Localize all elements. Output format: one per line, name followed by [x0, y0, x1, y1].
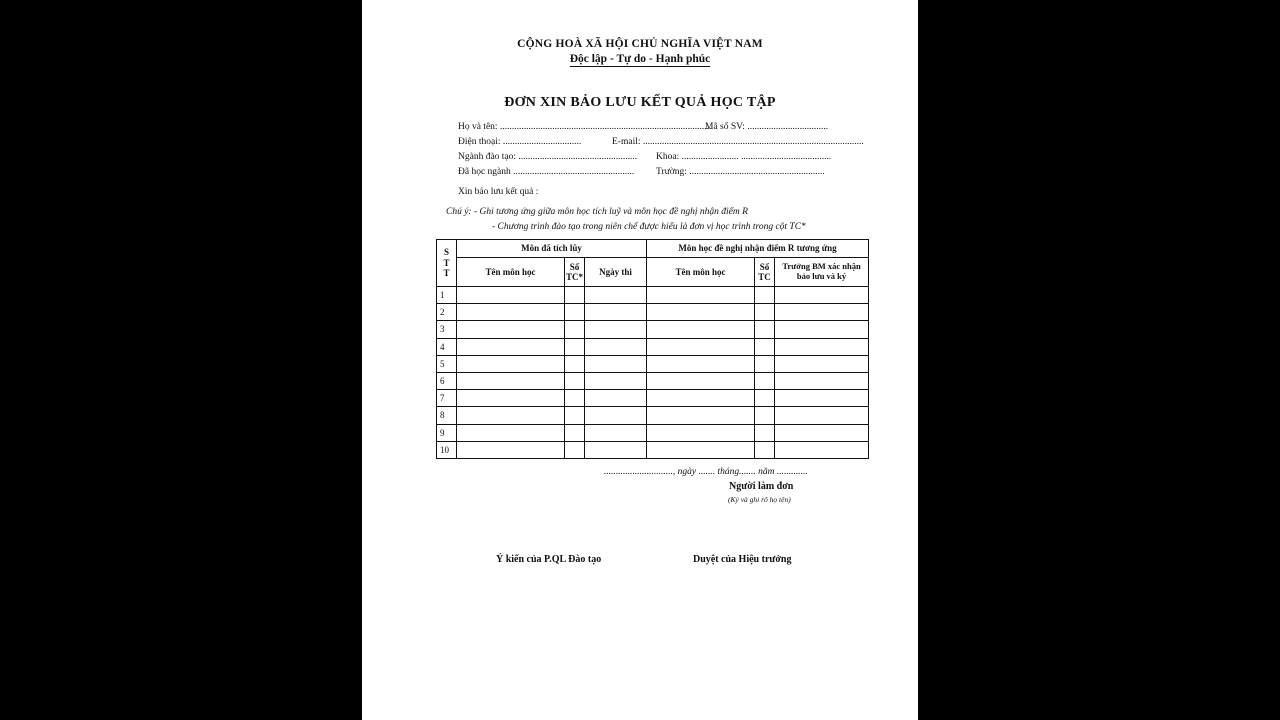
- note-line-1: Chú ý: - Ghi tương ứng giữa môn học tích luỹ và môn học đề nghị nhận điểm R: [446, 207, 748, 217]
- cell[interactable]: [585, 304, 647, 321]
- table-row: [437, 304, 869, 321]
- cell[interactable]: [647, 372, 755, 389]
- cell[interactable]: [457, 407, 565, 424]
- cell[interactable]: [755, 424, 775, 441]
- applicant-sub: (Ký và ghi rõ họ tên): [728, 495, 791, 504]
- row-number: 9: [437, 424, 457, 441]
- cell[interactable]: [565, 372, 585, 389]
- cell[interactable]: [647, 390, 755, 407]
- results-table: [436, 239, 869, 459]
- row-number: 10: [437, 441, 457, 458]
- row-number: 3: [437, 321, 457, 338]
- cell[interactable]: [775, 355, 869, 372]
- table-row: [437, 338, 869, 355]
- cell[interactable]: [755, 407, 775, 424]
- cell[interactable]: [775, 321, 869, 338]
- row-number: 8: [437, 407, 457, 424]
- faculty-field: Khoa: ........................ ......................................: [656, 152, 832, 162]
- cell[interactable]: [647, 304, 755, 321]
- cell[interactable]: [457, 424, 565, 441]
- table-row: [437, 441, 869, 458]
- row-number: 1: [437, 287, 457, 304]
- cell[interactable]: [457, 355, 565, 372]
- form-title: ĐƠN XIN BẢO LƯU KẾT QUẢ HỌC TẬP: [504, 95, 776, 110]
- cell[interactable]: [585, 372, 647, 389]
- phone-field: Điện thoại: .................................: [458, 137, 582, 147]
- cell[interactable]: [775, 390, 869, 407]
- table-row: [437, 424, 869, 441]
- cell[interactable]: [647, 355, 755, 372]
- table-row: [437, 355, 869, 372]
- cell[interactable]: [755, 355, 775, 372]
- student-id-field: Mã số SV: ..................................: [705, 122, 829, 132]
- cell[interactable]: [755, 304, 775, 321]
- document-page: [362, 0, 918, 720]
- cell[interactable]: [585, 424, 647, 441]
- cell[interactable]: [755, 441, 775, 458]
- cell[interactable]: [647, 407, 755, 424]
- cell[interactable]: [647, 441, 755, 458]
- cell[interactable]: [647, 321, 755, 338]
- cell[interactable]: [457, 304, 565, 321]
- name-field: Họ và tên: .........................................................................................: [458, 122, 712, 132]
- note-line-2: - Chương trình đào tạo trong niên chế được hiểu là đơn vị học trình trong cột TC*: [492, 222, 806, 232]
- cell[interactable]: [457, 338, 565, 355]
- cell[interactable]: [565, 390, 585, 407]
- studied-major-field: Đã học ngành ...................................................: [458, 167, 635, 177]
- cell[interactable]: [565, 355, 585, 372]
- cell[interactable]: [457, 390, 565, 407]
- table-row: [437, 390, 869, 407]
- cell[interactable]: [585, 390, 647, 407]
- cell[interactable]: [565, 441, 585, 458]
- country-header: CỘNG HOÀ XÃ HỘI CHỦ NGHĨA VIỆT NAM: [517, 38, 763, 50]
- cell[interactable]: [457, 321, 565, 338]
- applicant-label: Người làm đơn: [729, 481, 794, 492]
- row-number: 2: [437, 304, 457, 321]
- group-right-header: Môn học đề nghị nhận điểm R tương ứng: [647, 240, 869, 258]
- cell[interactable]: [647, 287, 755, 304]
- group-left-header: Môn đã tích lũy: [457, 240, 647, 258]
- cell[interactable]: [755, 372, 775, 389]
- cell[interactable]: [775, 407, 869, 424]
- cell[interactable]: [775, 304, 869, 321]
- cell[interactable]: [585, 407, 647, 424]
- table-row: [437, 287, 869, 304]
- cell[interactable]: [585, 441, 647, 458]
- cell[interactable]: [755, 321, 775, 338]
- request-line: Xin bảo lưu kết quả :: [458, 187, 539, 197]
- col-name-right: Tên môn học: [647, 258, 755, 287]
- table-row: [437, 321, 869, 338]
- cell[interactable]: [585, 321, 647, 338]
- col-credits-left: Số TC*: [565, 258, 585, 287]
- table-row: [437, 407, 869, 424]
- row-number: 6: [437, 372, 457, 389]
- cell[interactable]: [457, 287, 565, 304]
- cell[interactable]: [775, 424, 869, 441]
- cell[interactable]: [457, 441, 565, 458]
- table-row: [437, 372, 869, 389]
- cell[interactable]: [565, 287, 585, 304]
- cell[interactable]: [585, 355, 647, 372]
- col-credits-right: Số TC: [755, 258, 775, 287]
- stt-header: S T T: [437, 240, 457, 287]
- cell[interactable]: [565, 321, 585, 338]
- date-line: ............................., ngày ....... tháng....... năm .............: [604, 467, 808, 477]
- email-field: E-mail: .............................................................................................: [612, 137, 864, 147]
- cell[interactable]: [565, 338, 585, 355]
- cell[interactable]: [457, 372, 565, 389]
- cell[interactable]: [775, 338, 869, 355]
- motto-header: [362, 53, 918, 65]
- cell[interactable]: [755, 390, 775, 407]
- school-field: Trường: .........................................................: [656, 167, 825, 177]
- cell[interactable]: [775, 372, 869, 389]
- row-number: 4: [437, 338, 457, 355]
- motto-text: Độc lập - Tự do - Hạnh phúc: [569, 53, 711, 65]
- col-name-left: Tên môn học: [457, 258, 565, 287]
- col-date: Ngày thi: [585, 258, 647, 287]
- cell[interactable]: [755, 338, 775, 355]
- cell[interactable]: [775, 441, 869, 458]
- cell[interactable]: [647, 424, 755, 441]
- row-number: 5: [437, 355, 457, 372]
- cell[interactable]: [755, 287, 775, 304]
- principal-approval: Duyệt của Hiệu trưởng: [693, 554, 792, 565]
- cell[interactable]: [565, 424, 585, 441]
- major-field: Ngành đào tạo: ..................................................: [458, 152, 638, 162]
- col-confirm: Trưởng BM xác nhận bảo lưu và ký: [775, 258, 869, 287]
- row-number: 7: [437, 390, 457, 407]
- cell[interactable]: [647, 338, 755, 355]
- cell[interactable]: [585, 338, 647, 355]
- cell[interactable]: [775, 287, 869, 304]
- cell[interactable]: [565, 304, 585, 321]
- cell[interactable]: [565, 407, 585, 424]
- training-approval: Ý kiến của P.QL Đào tạo: [496, 554, 602, 565]
- cell[interactable]: [585, 287, 647, 304]
